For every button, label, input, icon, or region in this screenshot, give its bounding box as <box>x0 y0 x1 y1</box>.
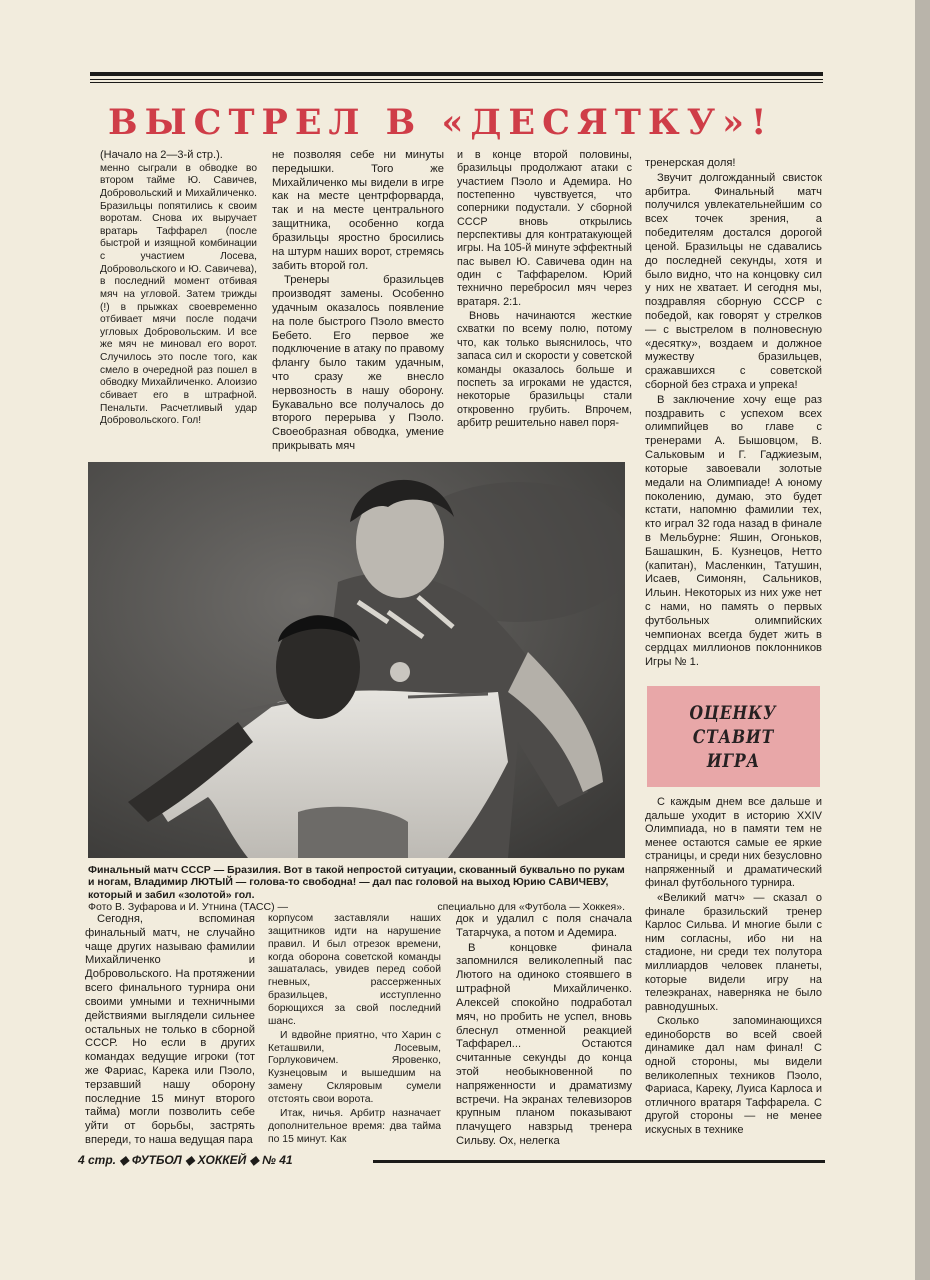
paragraph: Тренеры бразильцев производят замены. Особенно удачным оказалось появление на поле быстрого Пэоло вместо Бебето. Его первое же подключение в атаку по правому флангу было таким удачным, что сразу же внесло нервозность в нашу оборону. Букавально все получалось до второго перерыва у Пэоло. Своеобразная обводка, умение прикрывать мяч <box>272 274 444 453</box>
paragraph: Итак, ничья. Арбитр назначает дополнительное время: два тайма по 15 минут. Как <box>268 1107 441 1145</box>
top-rule-thin <box>90 79 823 80</box>
photo-credit-publication: специально для «Футбола — Хоккея». <box>437 901 625 914</box>
paragraph: и в конце второй половины, бразильцы продолжают атаки с участием Пэоло и Адемира. Но постепенно чувствуется, что соперники подустали. У сборной СССР вновь открылись перспективы для контратакующей игры. На 105-й минуте эффектный пас вывел Ю. Савичева один на один с Таффарелом. Юрий технично перебросил мяч через вратаря. 2:1. <box>457 149 632 308</box>
page-footer: 4 стр. ◆ ФУТБОЛ ◆ ХОККЕЙ ◆ № 41 <box>78 1153 293 1167</box>
photo-caption: Финальный матч СССР — Бразилия. Вот в такой непростой ситуации, скованный буквально по рукам и ногам, Владимир ЛЮТЫЙ — голова-то свободна! — дал пас головой на выход Юрию САВИЧЕВУ, который и забил «золотой» гол. <box>88 864 625 901</box>
paragraph: С каждым днем все дальше и дальше уходит в историю XXIV Олимпиада, но в памяти тем не менее остаются самые ее яркие страницы, и среди них безусловно напряженный и драматический финал футбольного турнира. <box>645 796 822 890</box>
article-column-4 <box>85 913 255 1149</box>
football-players-illustration <box>88 462 625 858</box>
paragraph: Звучит долгожданный свисток арбитра. Финальный матч получился увлекательнейшим со всех точек зрения, а победителям достался дорогой ценой. Бразильцы не сдавались до последней секунды, хотя и было видно, что на концовку сил у них не хватает. И сегодня мы, поздравляя сборную СССР с победой, как говорят у стрелков — с выстрелом в полновесную «десятку», воздаем и должное мужеству бразильцев, сражавшихся с советской сборной без страха и упрека! <box>645 171 822 391</box>
article-column-6 <box>456 913 632 1149</box>
photo-caption-block <box>88 864 625 914</box>
paragraph: тренерская доля! <box>645 157 736 169</box>
article-column-3 <box>457 149 632 454</box>
paragraph: В заключение хочу еще раз поздравить с успехом всех олимпийцев во главе с тренерами А. Бышовцом, В. Сальковым и Г. Гаджиезым, которые завоевали золотые медали на Олимпиаде! А юному поколению, думаю, это будет кстати, напомню фамилии тех, кто играл 32 года назад в финале в Мельбурне: Яшин, Огоньков, Башашкин, Б. Кузнецов, Нетто (капитан), Масленкин, Татушин, Исаев, Симонян, Сальников, Ильин. Некоторых из них уже нет с нами, но память о первых футбольных олимпийских чемпионах всегда будет жить в сердцах миллионов поклонников Игры № 1. <box>645 393 822 669</box>
top-rule-thin-2 <box>90 82 823 83</box>
footer-rule <box>373 1160 825 1163</box>
paragraph: Вновь начинаются жесткие схватки по всему полю, потому что, как только выяснилось, что запаса сил и скорости у советской команды оказалось больше и поспеть за игроками не удастся, некоторые бразильцы стали откровенно грубить. Впрочем, арбитр решительно навел поря- <box>457 310 632 429</box>
article-column-1 <box>100 149 257 454</box>
photo-credit <box>88 901 625 913</box>
section-heading-box <box>647 686 820 787</box>
paragraph: «Великий матч» — сказал о финале бразильский тренер Карлос Сильва. И многие были с ним согласны, ибо ни на стадионе, ни среди тех полутора миллиардов человек планеты, которые видели игру на телеэкранах, наверняка не было равнодушных. <box>645 892 822 1013</box>
photo-credit-authors: Фото В. Зуфарова и И. Утнина (ТАСС) — <box>88 901 289 914</box>
paragraph: И вдвойне приятно, что Харин с Кеташвили, Лосевым, Горлуковичем. Яровенко, Кузнецовым и вышедшим на замену Скляровым сумели отстоять свои ворота. <box>268 1029 441 1106</box>
paragraph: корпусом заставляли наших защитников идти на нарушение правил. И был отрезок времени, когда оборона советской команды зашаталась, увидев перед собой гневных, рассерженных бразильцев, исступленно борющихся за свой последний шанс. <box>268 913 441 1027</box>
top-rule-thick <box>90 72 823 76</box>
paragraph: не позволяя себе ни минуты передышки. Того же Михайличенко мы видели в игре как на месте центрфорварда, так и на месте центрального защитника, особенно когда бразильцы яростно бросились на штурм наших ворот, стремясь забить второй гол. <box>272 149 444 272</box>
article-column-2 <box>272 149 444 454</box>
paragraph: Сколько запоминающихся единоборств во всей своей динамике дал нам финал! С одной стороны, мы видели великолепных техников Пэоло, Фариаса, Кареку, Луиса Карлоса и отличного вратаря Таффарела. С другой стороны — не менее искусных в технике <box>645 1015 822 1136</box>
page-edge <box>915 0 930 1280</box>
match-photo <box>88 462 625 858</box>
paragraph: В концовке финала запомнился великолепный пас Лютого на одиноко стоявшего в штрафной Михайличенко. Алексей спокойно подработал мяч, но пробить не успел, вновь блеснул отменной реакцией Таффарел... Остаются считанные секунды до конца этой необыкновенной по напряженности и драматизму встречи. На экранах телевизоров крупным планом показывают плачущего навзрыд тренера Сильву. Ох, нелегка <box>456 941 632 1147</box>
continuation-note: (Начало на 2—3-й стр.). <box>100 149 223 161</box>
paragraph: менно сыграли в обводке во втором тайме Ю. Савичев, Добровольский и Михайличенко. Бразильцы попятились к своим воротам. Снова их выручает вратарь Таффарел (после быстрой и изящной комбинации с участием Лосева, Добровольского и Ю. Савичева), в последний момент отбивая мяч на угловой. Затем трижды (!) в прыжках своевременно отбивает мячи после подачи угловых Добровольским. И все же мяч не миновал его ворот. Случилось это после того, как смело в очередной раз пошел в обводку Михайличенко. Алоизио сбивает его в штрафной. Пенальти. Расчетливый удар Добровольского. Гол! <box>100 162 257 427</box>
headline: ВЫСТРЕЛ В «ДЕСЯТКУ»! <box>108 102 774 143</box>
article-column-right <box>645 157 822 679</box>
paragraph: док и удалил с поля сначала Татарчука, а потом и Адемира. <box>456 913 632 939</box>
section-heading-line: ИГРА <box>706 749 761 772</box>
paragraph: Сегодня, вспоминая финальный матч, не случайно чаще других называю фамилии Михайличенко и Добровольского. На протяжении всего финального турнира они своими умными и техничными действиями выглядели сильнее остальных не только в сборной СССР. Но если в других командах ведущие игроки (тот же Фариас, Карека или Пэоло, терзавший нашу оборону последние 15 минут второго тайма) могли позволить себе уйти от борьбы, застрять впереди, то наша ведущая пара <box>85 913 255 1146</box>
section-heading-line: СТАВИТ <box>692 725 775 748</box>
section-heading-line: ОЦЕНКУ <box>690 701 777 724</box>
box-article-column <box>645 796 822 1152</box>
article-column-5 <box>268 913 441 1149</box>
